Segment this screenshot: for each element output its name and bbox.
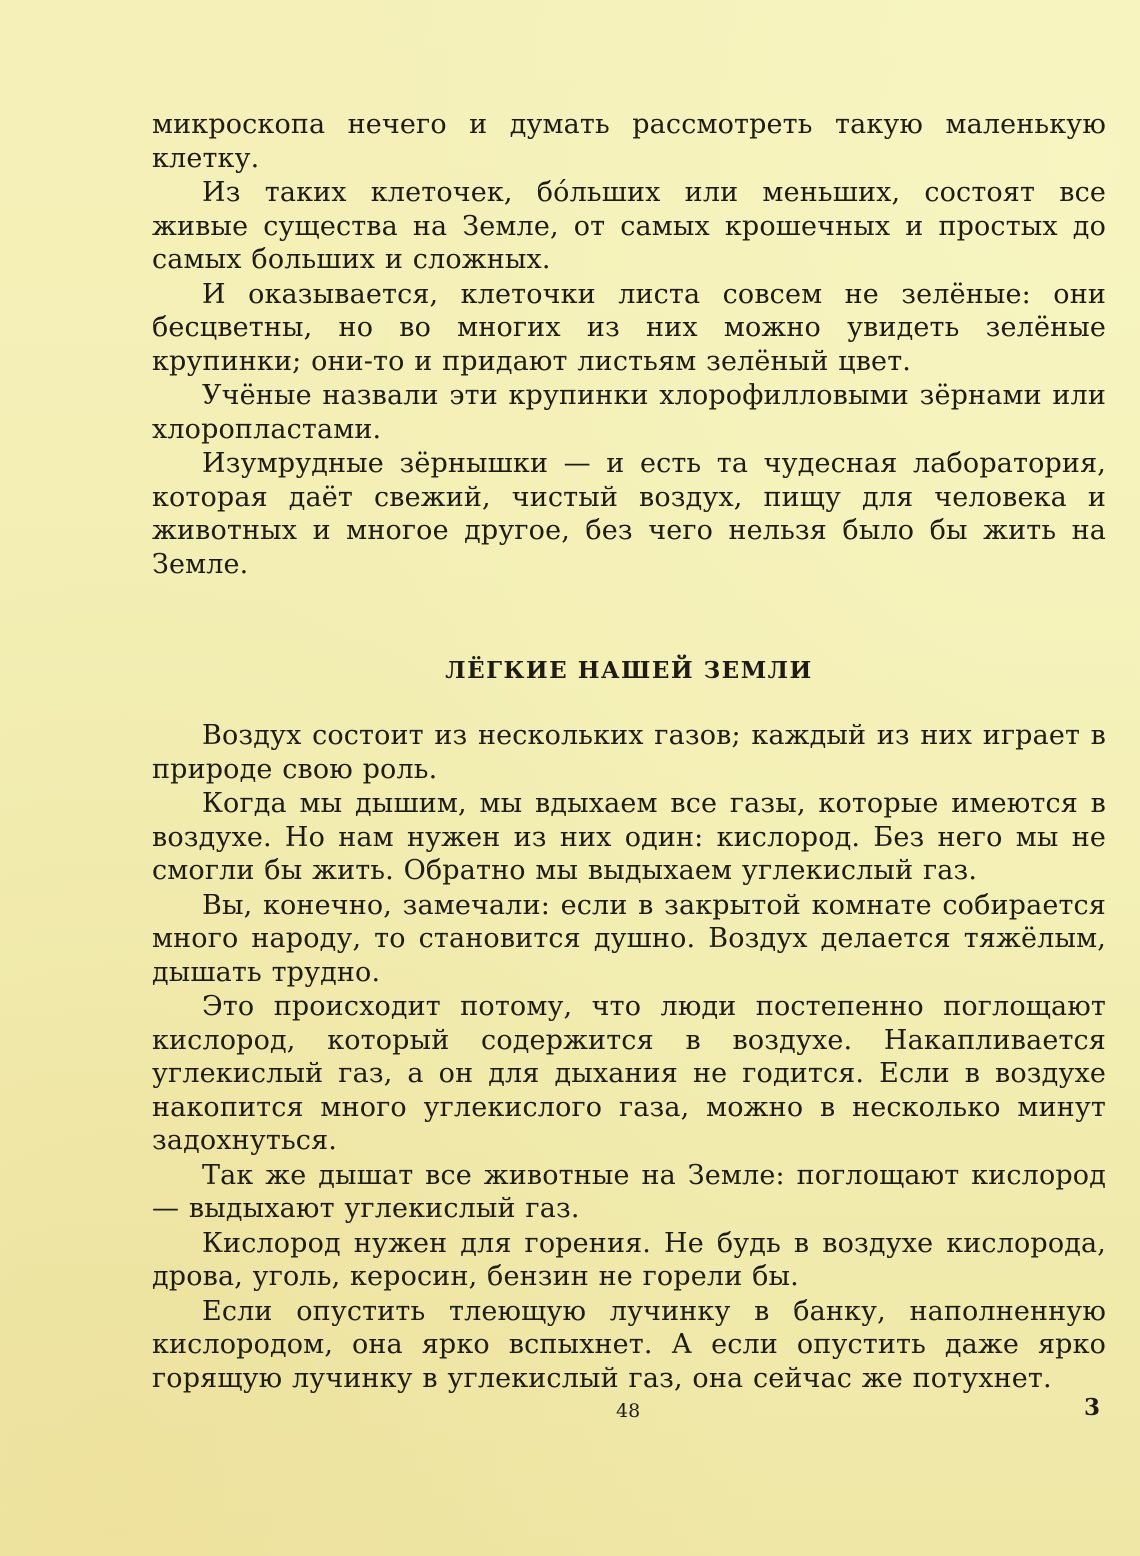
paragraph: Изумрудные зёрнышки — и есть та чудесная лаборатория, которая даёт свежий, чистый воздух, пищу для человека и животных и многое другое, без чего нельзя было бы жить на Земле.	[152, 448, 1106, 580]
section-heading: ЛЁГКИЕ НАШЕЙ ЗЕМЛИ	[445, 657, 813, 684]
paragraph: Учёные назвали эти крупинки хлорофилловыми зёрнами или хлоропластами.	[152, 380, 1106, 445]
paragraph: Вы, конечно, замечали: если в закрытой комнате собирается много народу, то становится душно. Воздух делается тяжёлым, дышать трудно.	[152, 889, 1106, 988]
paragraph: Это происходит потому, что люди постепенно поглощают кислород, который содержится в воздухе. Накапливается углекислый газ, а он для дыхания не годится. Если в воздухе накопится много углекислого газа, можно в несколько минут задохнуться.	[152, 991, 1106, 1156]
paragraph: Так же дышат все животные на Земле: поглощают кислород — выдыхают углекислый газ.	[152, 1159, 1106, 1224]
paragraph: микроскопа нечего и думать рассмотреть такую маленькую клетку.	[152, 109, 1106, 174]
signature-mark: 3	[1084, 1394, 1101, 1421]
page-number: 48	[616, 1400, 641, 1422]
paragraph: Из таких клеточек, бо́льших или меньших, состоят все живые существа на Земле, от самых крошечных и простых до самых больших и сложных.	[152, 177, 1106, 275]
paragraph: Воздух состоит из нескольких газов; каждый из них играет в природе свою роль.	[152, 720, 1106, 785]
page-body	[152, 108, 1106, 1396]
paragraph: Если опустить тлеющую лучинку в банку, наполненную кислородом, она ярко вспыхнет. А если опустить даже ярко горящую лучинку в углекислый газ, она сейчас же потухнет.	[152, 1295, 1106, 1394]
paragraph: Кислород нужен для горения. Не будь в воздухе кислорода, дрова, уголь, керосин, бензин не горели бы.	[152, 1227, 1106, 1292]
paragraph: Когда мы дышим, мы вдыхаем все газы, которые имеются в воздухе. Но нам нужен из них один: кислород. Без него мы не смогли бы жить. Обратно мы выдыхаем углекислый газ.	[152, 788, 1106, 886]
paragraph: И оказывается, клеточки листа совсем не зелёные: они бесцветны, но во многих из них можно увидеть зелёные крупинки; они-то и придают листьям зелёный цвет.	[152, 278, 1106, 377]
